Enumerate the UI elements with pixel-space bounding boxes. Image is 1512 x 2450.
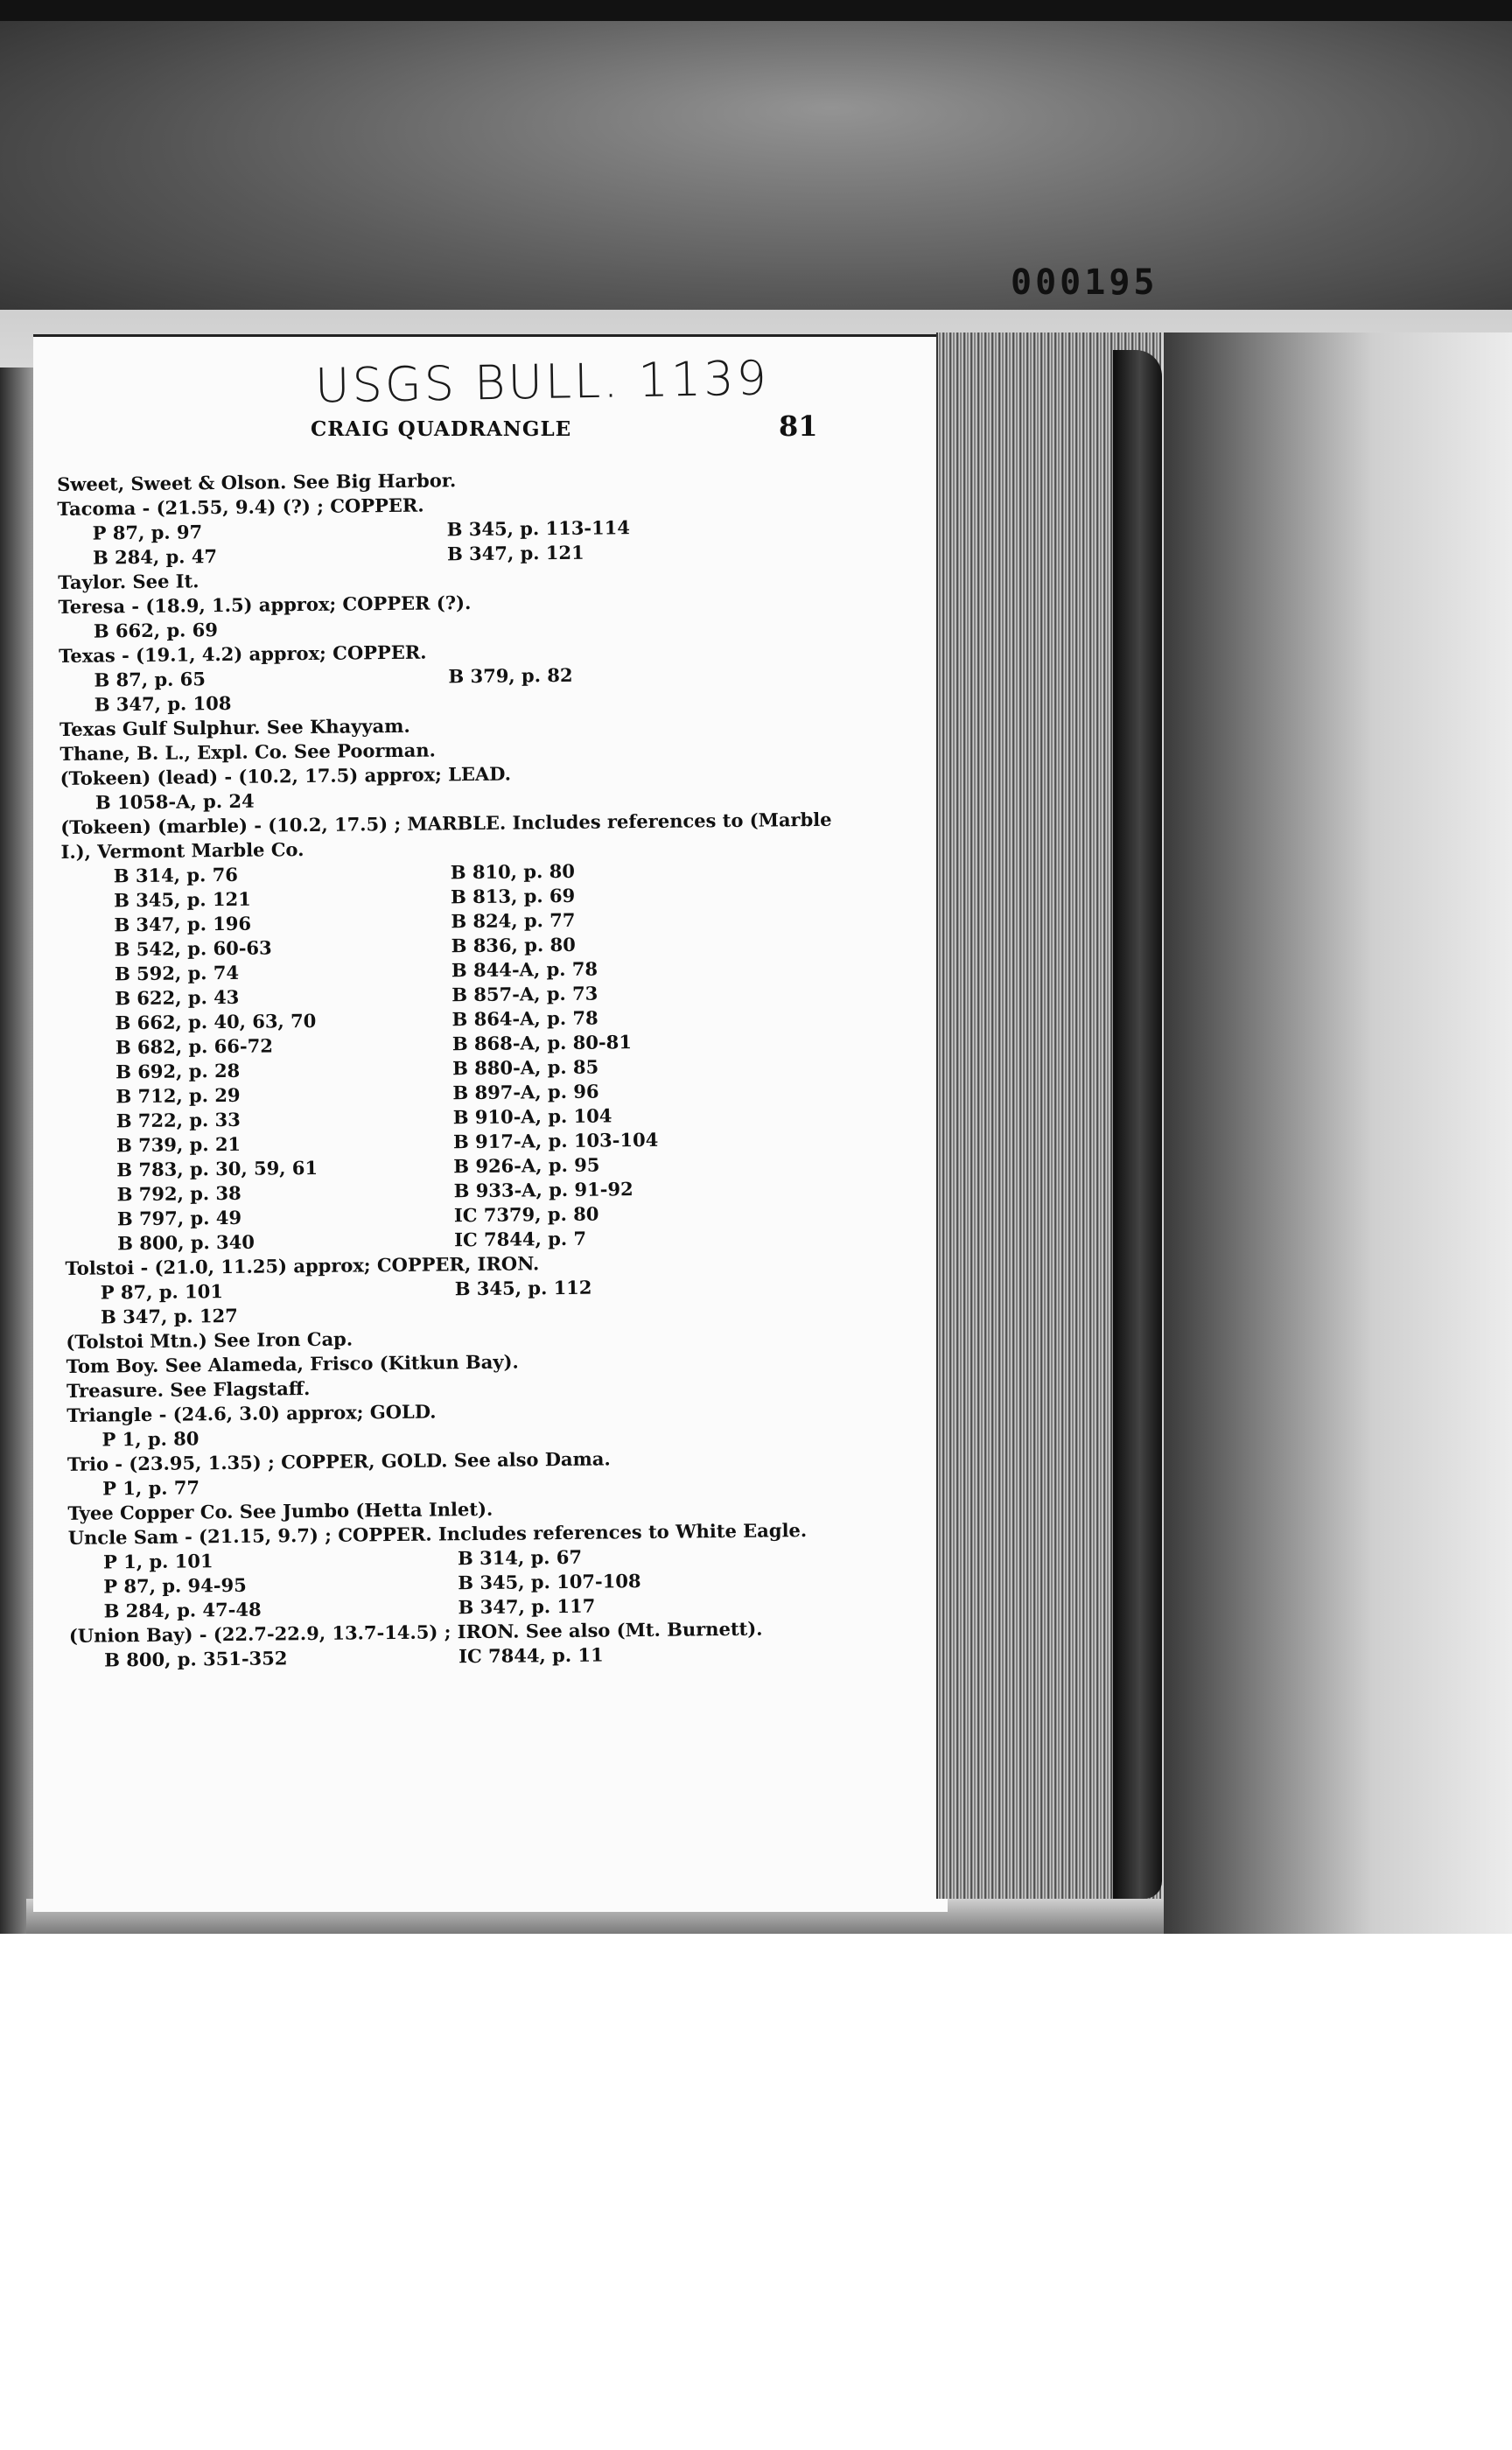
index-line-text: B 87, p. 65 [94,668,206,691]
index-line-reference: B 824, p. 77 [451,908,576,933]
index-line-text: Uncle Sam - (21.15, 9.7) ; COPPER. Includes references to White Eagle. [67,1519,808,1549]
index-line-reference: B 810, p. 80 [450,859,575,884]
index-line-reference: B 345, p. 107-108 [458,1570,641,1594]
index-line-text: B 1058-A, p. 24 [94,789,255,814]
index-line-reference: B 314, p. 67 [457,1545,583,1570]
index-line-text: Sweet, Sweet & Olson. See Big Harbor. [57,469,457,495]
index-line-text: Tacoma - (21.55, 9.4) (?) ; COPPER. [57,494,424,520]
index-line-text: Triangle - (24.6, 3.0) approx; GOLD. [66,1400,437,1426]
index-line-text: B 284, p. 47-48 [103,1598,262,1622]
index-line-text: P 87, p. 101 [100,1280,224,1304]
page-number: 81 [779,410,818,443]
index-line-text: Tyee Copper Co. See Jumbo (Hetta Inlet). [67,1497,494,1524]
index-line-text: B 662, p. 40, 63, 70 [115,1009,317,1034]
index-line-text: (Tokeen) (lead) - (10.2, 17.5) approx; LEAD. [60,762,512,789]
index-line-reference: B 868-A, p. 80-81 [452,1031,632,1055]
index-line-reference: B 345, p. 112 [454,1276,592,1300]
index-line-text: Teresa - (18.9, 1.5) approx; COPPER (?). [58,592,472,618]
scan-top-bar [0,0,1512,21]
index-line-reference: B 897-A, p. 96 [452,1080,599,1104]
index-line-text: B 314, p. 76 [113,863,239,887]
index-line-text: B 592, p. 74 [114,961,240,985]
document-stamp-number: 000195 [1011,262,1158,303]
scan-left-shadow [0,368,33,1934]
index-line-text: B 739, p. 21 [116,1132,242,1157]
index-line-text: Trio - (23.95, 1.35) ; COPPER, GOLD. See also Dama. [66,1447,611,1475]
index-line-text: (Tolstoi Mtn.) See Iron Cap. [66,1327,354,1353]
index-line-reference: B 345, p. 113-114 [446,516,631,541]
index-line-reference: IC 7844, p. 11 [458,1643,604,1668]
index-line-reference: B 926-A, p. 95 [453,1153,600,1178]
index-line-text: B 692, p. 28 [116,1059,241,1083]
index-line-text: B 347, p. 108 [94,691,232,716]
index-line-text: B 783, p. 30, 59, 61 [116,1156,318,1181]
page-header-title: CRAIG QUADRANGLE [311,417,572,441]
index-line-reference: B 379, p. 82 [448,663,573,688]
book-cover [1113,350,1162,1899]
index-line-text: B 800, p. 340 [117,1230,256,1255]
index-line-reference: B 880-A, p. 85 [452,1055,599,1080]
index-line-reference: B 864-A, p. 78 [452,1006,598,1031]
index-line-text: B 284, p. 47 [92,545,218,569]
index-line-text: B 800, p. 351-352 [104,1647,288,1671]
index-line-text: I.), Vermont Marble Co. [60,838,304,863]
scan-right-shadow [1164,332,1512,1934]
index-line-text: B 662, p. 69 [93,619,219,642]
index-line-text: P 1, p. 77 [102,1476,200,1500]
index-line-text: B 347, p. 196 [114,912,252,936]
index-line-text: B 682, p. 66-72 [115,1034,274,1059]
index-line-text: P 1, p. 101 [102,1550,214,1573]
index-line-text: Texas - (19.1, 4.2) approx; COPPER. [59,640,427,667]
index-line-reference: B 857-A, p. 73 [452,982,598,1006]
index-line-text: B 722, p. 33 [116,1108,241,1132]
index-line-text: B 622, p. 43 [115,985,240,1010]
index-line-text: Taylor. See It. [58,570,200,593]
index-line-text: B 347, p. 127 [100,1304,238,1328]
index-line-text: Thane, B. L., Expl. Co. See Poorman. [60,738,436,765]
index-line-text: P 87, p. 97 [92,521,203,544]
index-line-reference: IC 7379, p. 80 [453,1202,599,1227]
index-entries [57,465,857,1673]
index-line-reference: B 844-A, p. 78 [451,957,598,982]
index-line-reference: B 347, p. 121 [446,541,584,565]
index-line-text: B 797, p. 49 [116,1206,242,1230]
index-line-reference: B 917-A, p. 103-104 [452,1128,659,1153]
handwritten-note: USGS BULL. 1139 [314,350,770,414]
index-line-reference: B 813, p. 69 [450,884,576,908]
index-line-text: B 792, p. 38 [116,1181,242,1206]
index-line-text: B 712, p. 29 [116,1083,241,1108]
index-line-text: B 345, p. 121 [113,887,251,912]
index-line-text: P 1, p. 80 [102,1427,200,1451]
index-line-text: Tom Boy. See Alameda, Frisco (Kitkun Bay). [66,1350,519,1377]
index-line-text: (Tokeen) (marble) - (10.2, 17.5) ; MARBLE. Includes references to (Marble [60,808,832,838]
index-line-text: Treasure. See Flagstaff. [66,1377,311,1402]
index-line-reference: B 836, p. 80 [451,933,576,957]
scan-top-shadow [0,21,1512,310]
index-line-reference: B 933-A, p. 91-92 [453,1178,634,1202]
index-line-text: P 87, p. 94-95 [103,1573,247,1598]
index-line-reference: IC 7844, p. 7 [454,1227,587,1251]
index-line-text: B 542, p. 60-63 [114,936,272,961]
index-line-text: Tolstoi - (21.0, 11.25) approx; COPPER, IRON. [65,1252,540,1279]
index-line-text: (Union Bay) - (22.7-22.9, 13.7-14.5) ; IRON. See also (Mt. Burnett). [68,1617,763,1647]
index-line-text: Texas Gulf Sulphur. See Khayyam. [59,714,410,740]
index-line-reference: B 347, p. 117 [458,1594,596,1619]
index-line-reference: B 910-A, p. 104 [452,1104,612,1129]
